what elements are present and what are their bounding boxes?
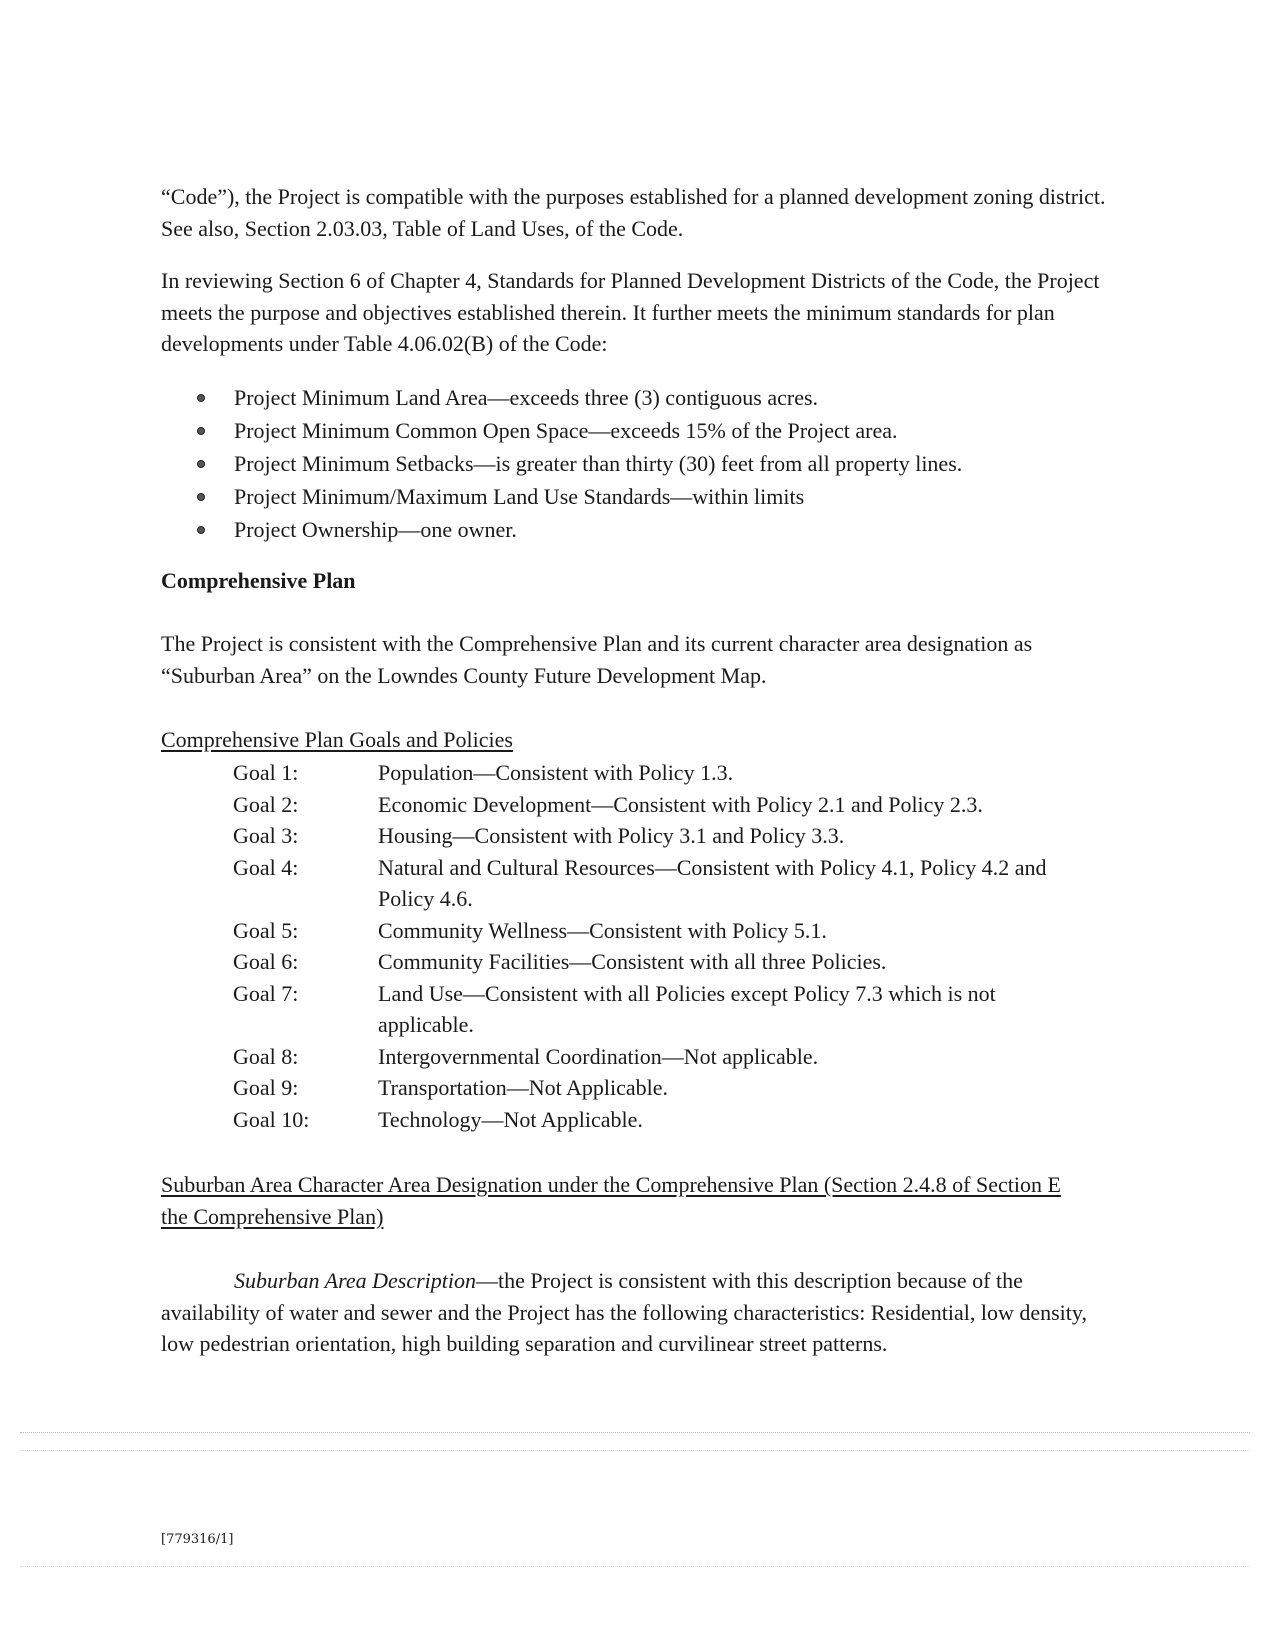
section-heading-comprehensive-plan: Comprehensive Plan — [161, 568, 356, 593]
paragraph-planned-development-standards: In reviewing Section 6 of Chapter 4, Standards for Planned Development Districts of the Code, the Project meets the purpose and objectives established therein. It further meets the minimum standards for plan developments under Table 4.06.02(B) of the Code: — [161, 268, 1100, 356]
goal-row: Goal 1: Population—Consistent with Policy 1.3. — [233, 760, 734, 785]
bullet-icon — [197, 493, 205, 501]
goal-row: Goal 8: Intergovernmental Coordination—Not applicable. — [233, 1043, 819, 1069]
list-item: Project Minimum Land Area—exceeds three (3) contiguous acres. — [197, 381, 962, 414]
bullet-icon — [197, 427, 205, 435]
bullet-icon — [197, 394, 205, 402]
bullet-icon — [197, 526, 205, 534]
goals-heading: Comprehensive Plan Goals and Policies — [161, 727, 513, 752]
goal-row: Goal 3: Housing—Consistent with Policy 3.1 and Policy 3.3. — [233, 823, 845, 848]
goal-row: Goal 7: Land Use—Consistent with all Policies except Policy 7.3 which is not applicable. — [233, 980, 996, 1037]
goals-list — [233, 757, 1078, 1135]
scan-artifact-line — [20, 1566, 1250, 1567]
standards-list — [197, 381, 962, 546]
goal-row: Goal 2: Economic Development—Consistent with Policy 2.1 and Policy 2.3. — [233, 791, 983, 817]
goal-row: Goal 5: Community Wellness—Consistent with Policy 5.1. — [233, 917, 827, 943]
goal-row: Goal 6: Community Facilities—Consistent with all three Policies. — [233, 949, 887, 974]
description-lead: Suburban Area Description — [234, 1268, 476, 1293]
list-item: Project Minimum Setbacks—is greater than thirty (30) feet from all property lines. — [197, 447, 962, 480]
goal-row: Goal 10: Technology—Not Applicable. — [233, 1106, 643, 1132]
list-item: Project Ownership—one owner. — [197, 513, 962, 546]
scan-artifact-line — [20, 1450, 1250, 1451]
suburban-area-description: Suburban Area Description—the Project is consistent with this description because of the availability of water and sewer and the Project has the following characteristics: Residential, low density, low pedestrian orientation, high building separation and curvilinear street patterns. — [161, 1268, 1087, 1356]
paragraph-comprehensive-plan-intro: The Project is consistent with the Comprehensive Plan and its current character area designation as “Suburban Area” on the Lowndes County Future Development Map. — [161, 631, 1033, 688]
bullet-icon — [197, 460, 205, 468]
document-id: [779316/1] — [161, 1532, 234, 1547]
list-item: Project Minimum/Maximum Land Use Standards—within limits — [197, 480, 962, 513]
suburban-area-heading: Suburban Area Character Area Designation under the Comprehensive Plan (Section 2.4.8 of Section E the Comprehensive Plan) — [161, 1172, 1061, 1229]
list-item: Project Minimum Common Open Space—exceeds 15% of the Project area. — [197, 414, 962, 447]
goal-row: Goal 9: Transportation—Not Applicable. — [233, 1075, 669, 1100]
goal-row: Goal 4: Natural and Cultural Resources—Consistent with Policy 4.1, Policy 4.2 and Policy 4.6. — [233, 854, 1047, 911]
scan-artifact-line — [20, 1432, 1250, 1433]
paragraph-code-compatibility: “Code”), the Project is compatible with the purposes established for a planned development zoning district. See also, Section 2.03.03, Table of Land Uses, of the Code. — [161, 184, 1106, 241]
